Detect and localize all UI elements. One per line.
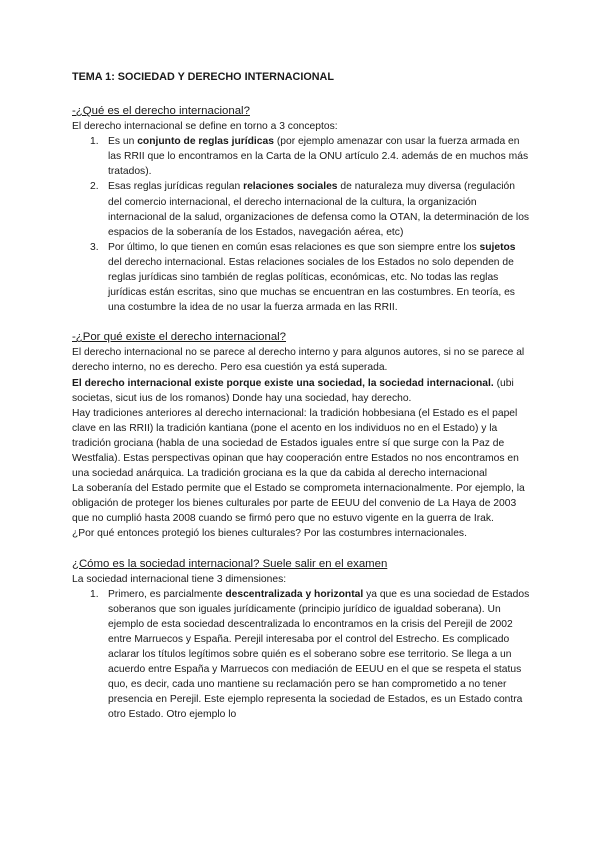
paragraph: El derecho internacional se define en torno a 3 conceptos:	[72, 121, 338, 133]
section-heading: -¿Qué es el derecho internacional?	[72, 105, 250, 118]
list-text: (por ejemplo amenazar con usar la fuerza armada en las RRII que lo encontramos en la Carta de la ONU artículo 2.4. además de en muchos más tratados).	[108, 136, 529, 178]
paragraph-bold-text: El derecho internacional existe porque existe una sociedad, la sociedad internacional.	[72, 377, 494, 389]
list-bold-text: descentralizada y horizontal	[225, 588, 364, 600]
list-text: Es un	[108, 136, 138, 148]
list-text: del derecho internacional. Estas relaciones sociales de los Estados no solo dependen de reglas jurídicas sino también de reglas políticas, económicas, etc. No todas las reglas jurídicas están escritas, sino que muchas se encuentran en las costumbres. En teoría, es una costumbre la idea de no usar la fuerza armada en las RRII.	[108, 256, 515, 314]
paragraph: La soberanía del Estado permite que el Estado se comprometa internacionalmente. Por ejemplo, la obligación de proteger los bienes culturales por parte de EEUU del convenio de La Haya de 2003 que no cumplió hasta 2008 cuando se firmó pero que no estuvo vigente en la guerra de Irak.	[72, 483, 525, 525]
list-text: ya que es una sociedad de Estados soberanos que son iguales jurídicamente (principio jurídico de igualdad soberana). Un ejemplo de esta sociedad descentralizada lo encontramos en la crisis del Perejil de 2002 entre Marruecos y España. Perejil interesaba por el control del Estrecho. Es complicado aclarar los títulos legítimos sobre quién es el soberano sobre ese territorio. Se llega a un acuerdo entre España y Marruecos con mediación de EEUU en el que se respeta el status quo, es decir, cada uno mantiene su reclamación pero se han comprometido a no tener presencia en Perejil. Este ejemplo representa la sociedad de Estados, es un Estado contra otro Estado. Otro ejemplo lo	[108, 588, 530, 721]
section-como-es	[72, 557, 530, 723]
list-text: Esas reglas jurídicas regulan	[108, 181, 244, 193]
numbered-list	[72, 134, 530, 315]
section-por-que-existe	[72, 330, 530, 541]
document-title: TEMA 1: SOCIEDAD Y DERECHO INTERNACIONAL	[72, 71, 334, 83]
list-item	[72, 134, 530, 179]
paragraph: Hay tradiciones anteriores al derecho internacional: la tradición hobbesiana (el Estado es el papel clave en las RRII) la tradición kantiana (pone el acento en los individuos no en el Estado) y la tradición grociana (habla de una sociedad de Estados iguales entre sí que surge con la Paz de Westfalia). Estas perspectivas opinan que hay cooperación entre Estados no nos encontramos en una sociedad anárquica. La tradición grociana es la que da cabida al derecho internacional	[72, 407, 519, 480]
numbered-list	[72, 587, 530, 723]
paragraph: La sociedad internacional tiene 3 dimensiones:	[72, 573, 287, 585]
list-text: Por último, lo que tienen en común esas relaciones es que son siempre entre los	[108, 241, 480, 253]
list-item	[72, 587, 530, 723]
list-number: 1.	[90, 588, 99, 600]
paragraph: El derecho internacional no se parece al derecho interno y para algunos autores, si no se parece al derecho interno, no es derecho. Pero esa cuestión ya está superada.	[72, 347, 525, 374]
list-bold-text: sujetos	[479, 241, 516, 253]
section-heading: -¿Por qué existe el derecho internacional?	[72, 331, 287, 344]
list-item	[72, 179, 530, 239]
list-text: de naturaleza muy diversa (regulación del comercio internacional, el derecho internacional de la cultura, la organización internacional de la salud, organizaciones de defensa como la OTAN, la determinación de los espacios de la soberanía de los Estados, navegación aérea, etc)	[108, 181, 530, 238]
list-number: 1.	[90, 136, 99, 148]
paragraph	[72, 376, 530, 406]
paragraph-text: (ubi societas, sicut ius de los romanos) Donde hay una sociedad, hay derecho.	[72, 377, 514, 404]
list-bold-text: relaciones sociales	[243, 181, 338, 193]
list-number: 3.	[90, 241, 99, 253]
list-item	[72, 240, 530, 315]
paragraph: ¿Por qué entonces protegió los bienes culturales? Por las costumbres internacionales.	[72, 528, 467, 540]
section-que-es	[72, 104, 530, 315]
section-heading: ¿Cómo es la sociedad internacional? Suele salir en el examen	[72, 557, 388, 570]
list-bold-text: conjunto de reglas jurídicas	[137, 136, 274, 148]
list-number: 2.	[90, 181, 99, 193]
list-text: Primero, es parcialmente	[108, 588, 226, 600]
